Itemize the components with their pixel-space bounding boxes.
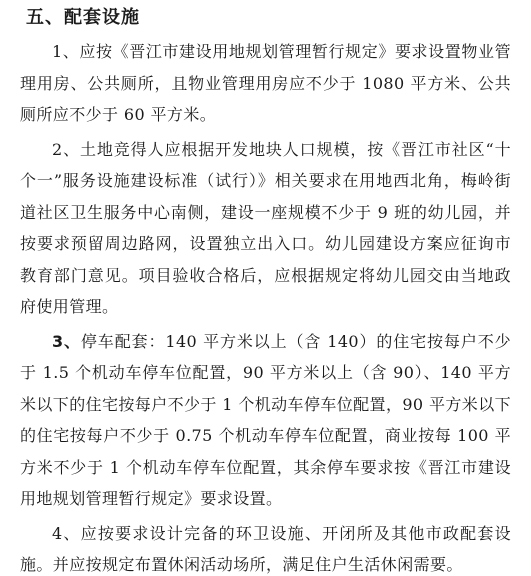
item-4-paragraph	[20, 518, 511, 576]
item-3-number: 3、	[52, 331, 81, 351]
item-1-text: 1、应按《晋江市建设用地规划管理暂行规定》要求设置物业管理用房、公共厕所，且物业管理用房应不少于 1080 平方米、公共厕所应不少于 60 平方米。	[20, 42, 511, 124]
item-3-paragraph	[20, 326, 511, 515]
item-4-text: 4、应按要求设计完备的环卫设施、开闭所及其他市政配套设施。并应按规定布置休闲活动场所，满足住户生活休闲需要。	[20, 523, 511, 574]
item-3-text: 停车配套：140 平方米以上（含 140）的住宅按每户不少于 1.5 个机动车停车位配置，90 平方米以上（含 90）、140 平方米以下的住宅按每户不少于 1 个机动车停车位配置，90 平方米以下的住宅按每户不少于 0.75 个机动车停车位配置，商业按每 100 平方米不少于 1 个机动车停车位配置，其余停车要求按《晋江市建设用地规划管理暂行规定》要求设置。	[20, 331, 511, 508]
item-1-paragraph	[20, 36, 511, 131]
item-2-text: 2、土地竞得人应根据开发地块人口规模，按《晋江市社区“十个一”服务设施建设标准（试行）》相关要求在用地西北角，梅岭街道社区卫生服务中心南侧，建设一座规模不少于 9 班的幼儿园，并按要求预留周边路网，设置独立出入口。幼儿园建设方案应征询市教育部门意见。项目验收合格后，应根据规定将幼儿园交由当地政府使用管理。	[20, 139, 511, 316]
item-2-paragraph	[20, 134, 511, 323]
section-heading: 五、配套设施	[26, 7, 140, 28]
